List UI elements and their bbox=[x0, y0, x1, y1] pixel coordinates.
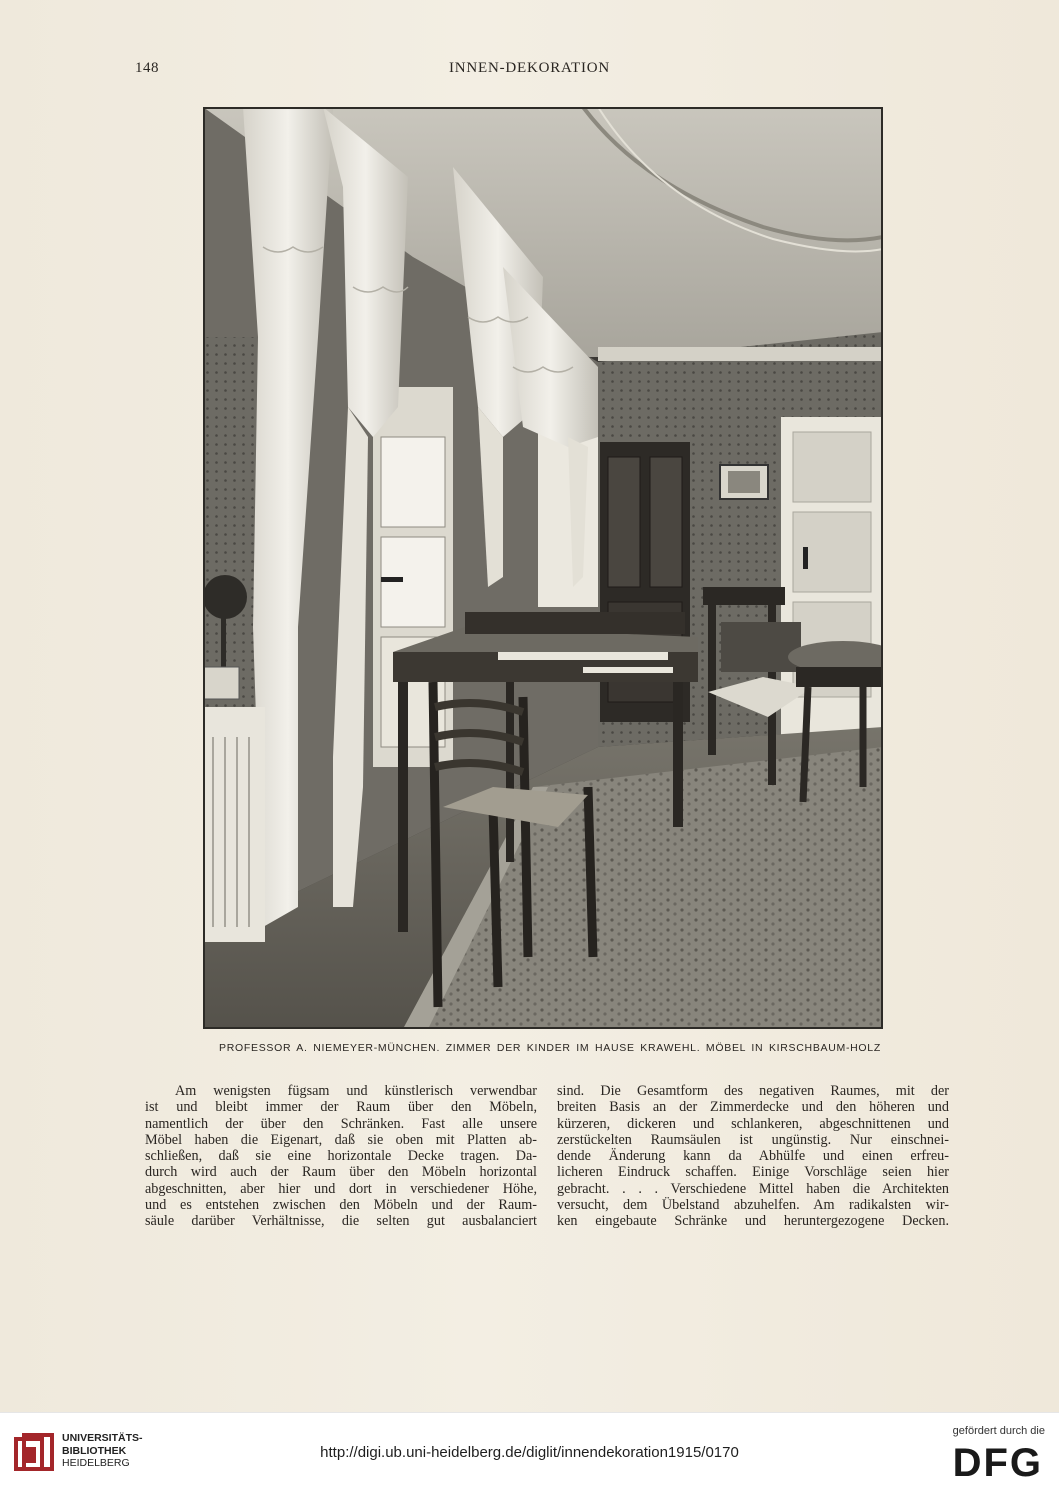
text-line: versucht, dem Übelstand abzuhelfen. Am radikalsten wir- bbox=[557, 1197, 949, 1214]
body-text-right-column bbox=[557, 1083, 949, 1230]
viewer-footer bbox=[0, 1412, 1059, 1490]
text-line: zerstückelten Raumsäulen ist ungünstig. Nur einschnei- bbox=[557, 1131, 949, 1148]
body-text-left-column bbox=[145, 1083, 537, 1230]
permalink-url[interactable]: http://digi.ub.uni-heidelberg.de/diglit/innendekoration1915/0170 bbox=[320, 1444, 739, 1461]
text-line: durch wird auch der Raum über den Möbeln horizontal bbox=[145, 1164, 537, 1181]
text-line: abgeschnitten, aber hier und dort in verschiedener Höhe, bbox=[145, 1180, 537, 1197]
text-line: und es entstehen zwischen den Möbeln und der Raum- bbox=[145, 1197, 537, 1214]
running-head bbox=[0, 60, 1059, 84]
figure-caption: PROFESSOR A. NIEMEYER-MÜNCHEN. ZIMMER DER KINDER IM HAUSE KRAWEHL. MÖBEL IN KIRSCHBAUM-HOLZ bbox=[219, 1042, 881, 1054]
text-line: kürzeren, dickeren und schlankeren, abgeschnittenen und bbox=[557, 1115, 949, 1132]
library-name-line: HEIDELBERG bbox=[62, 1457, 130, 1469]
text-line: dende Änderung kann da Abhülfe und einen erfreu- bbox=[557, 1148, 949, 1165]
text-line: ist und bleibt immer der Raum über den Möbeln, bbox=[145, 1099, 537, 1116]
text-line: Möbel haben die Eigenart, daß sie oben mit Platten ab- bbox=[145, 1131, 537, 1148]
page-number: 148 bbox=[135, 60, 159, 76]
room-photograph-drawing bbox=[203, 107, 883, 1029]
funding-label: gefördert durch die bbox=[952, 1425, 1045, 1437]
dfg-logo[interactable]: DFG bbox=[952, 1441, 1043, 1485]
library-name-line: BIBLIOTHEK bbox=[62, 1444, 127, 1457]
library-name-line: UNIVERSITÄTS- bbox=[62, 1432, 143, 1444]
text-line: sind. Die Gesamtform des negativen Raumes, mit der bbox=[557, 1083, 949, 1099]
text-line: namentlich der über den Schränken. Fast alle unsere bbox=[145, 1115, 537, 1132]
text-line: säule darüber Verhältnisse, die selten gut ausbalanciert bbox=[145, 1213, 537, 1230]
journal-title: INNEN-DEKORATION bbox=[448, 60, 611, 76]
text-line: breiten Basis an der Zimmerdecke und den höheren und bbox=[557, 1099, 949, 1116]
text-line: gebracht. . . . Verschiedene Mittel haben die Architekten bbox=[557, 1180, 949, 1197]
text-line: ken eingebaute Schränke und heruntergezogene Decken. bbox=[557, 1213, 949, 1230]
text-line: schließen, daß sie eine horizontale Decke tragen. Da- bbox=[145, 1148, 537, 1165]
text-line: Am wenigsten fügsam und künstlerisch verwendbar bbox=[175, 1083, 537, 1099]
room-photograph bbox=[203, 107, 883, 1029]
text-line: licheren Eindruck schaffen. Einige Vorschläge seien hier bbox=[557, 1164, 949, 1181]
